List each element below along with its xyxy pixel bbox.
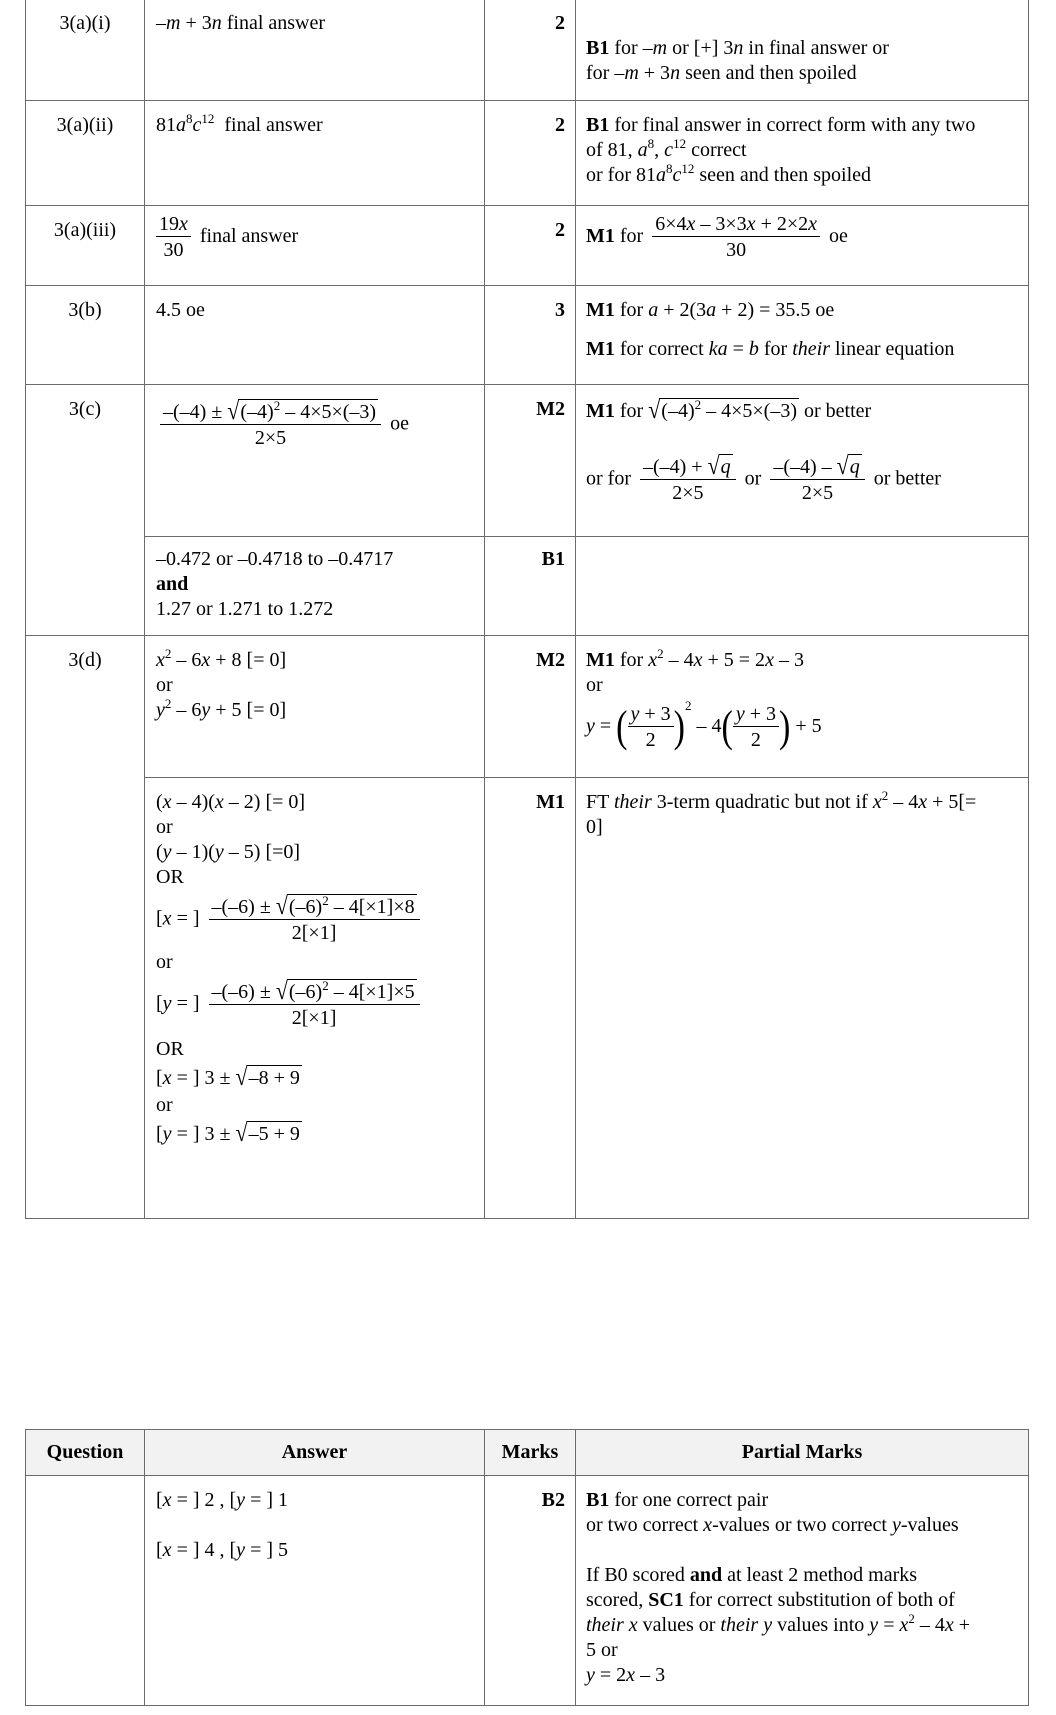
table-row	[26, 0, 1029, 101]
header-partial-marks: Partial Marks	[576, 1430, 1029, 1476]
quadratic-formula: $\frac{-(-4) \pm √(-4)^2 - 4\times 5\times(-3)}{2\times 5}$	[160, 399, 381, 451]
mark-scheme-table-bottom	[25, 1429, 1029, 1706]
answer-cell: $x^2 - 6x + 8$ [= 0] or $y^2 - 6y + 5$ [= 0]	[145, 636, 485, 778]
table-row	[26, 778, 1029, 1219]
partial-marks-cell: B1 for –m or [+] 3n in final answer or for –m + 3n seen and then spoiled	[576, 0, 1029, 101]
marks-cell: 2	[485, 101, 576, 206]
partial-marks-cell: M1 for a + 2(3a + 2) = 35.5 oe M1 for correct ka = b for their linear equation	[576, 286, 1029, 385]
marks-cell: M1	[485, 778, 576, 1219]
question-cell-empty	[26, 1476, 145, 1706]
header-question: Question	[26, 1430, 145, 1476]
partial-marks-cell: B1 for one correct pair or two correct x-values or two correct y-values If B0 scored and at least 2 method marks scored, SC1 for correct substitution of both of their x values or their y values into $y = x^2 - 4x$ + 5 or y = 2x – 3	[576, 1476, 1029, 1706]
answer-cell: –m + 3n final answer	[145, 0, 485, 101]
answer-cell: 4.5 oe	[145, 286, 485, 385]
answer-cell: $\frac{19x}{30}$ final answer	[145, 206, 485, 286]
table-row	[26, 286, 1029, 385]
header-row	[26, 1430, 1029, 1476]
marks-cell: B1	[485, 537, 576, 636]
question-cell: 3(a)(ii)	[26, 101, 145, 206]
table-row	[26, 1476, 1029, 1706]
marks-cell: B2	[485, 1476, 576, 1706]
table-row	[26, 385, 1029, 537]
question-cell: 3(a)(iii)	[26, 206, 145, 286]
partial-marks-cell: M1 for $x^2 - 4x + 5 = 2x - 3$ or y = ( $\frac{y + 3}{2}$ )$^2$ – 4( $\frac{y + 3}{2}$ ) + 5	[576, 636, 1029, 778]
answer-cell: $\frac{-(-4) \pm √(-4)^2 - 4\times 5\times(-3)}{2\times 5}$ oe	[145, 385, 485, 537]
question-cell: 3(d)	[26, 636, 145, 778]
question-cell: 3(a)(i)	[26, 0, 145, 101]
answer-cell: (x – 4)(x – 2) [= 0] or (y – 1)(y – 5) [=0] OR [x = ] $\frac{-(-6) \pm √(-6)^2 - 4[\times 1]\times 8}{2[\times 1]}$ or [y = ] $\frac{-(-6) \pm √(-6)^2 - 4[\times 1]\times 5}{2[\times 1]}$ OR [x = ] 3 ± √–8 + 9 or [y = ] 3 ± √–5 + 9	[145, 778, 485, 1219]
question-cell: 3(b)	[26, 286, 145, 385]
marks-cell: M2	[485, 385, 576, 537]
mark-scheme-table-top	[25, 0, 1029, 1219]
marks-cell: 2	[485, 0, 576, 101]
answer-cell: $81a^8c^{12}$ final answer	[145, 101, 485, 206]
marks-cell: 3	[485, 286, 576, 385]
question-cell-empty	[26, 537, 145, 636]
partial-marks-cell: M1 for $\frac{6\times 4x - 3\times 3x + 2\times 2x}{30}$ oe	[576, 206, 1029, 286]
table-row	[26, 636, 1029, 778]
partial-marks-cell: M1 for $√(-4)^2 - 4\times 5\times(-3)$ or better or for $\frac{-(-4) + √q}{2\times 5}$ or $\frac{-(-4) - √q}{2\times 5}$ or better	[576, 385, 1029, 537]
table-row	[26, 101, 1029, 206]
partial-marks-cell: B1 for final answer in correct form with any two of 81, $a^8$, $c^{12}$ correct or for $81a^8c^{12}$ seen and then spoiled	[576, 101, 1029, 206]
question-cell: 3(c)	[26, 385, 145, 537]
partial-marks-cell: FT their 3-term quadratic but not if $x^2 - 4x + 5[=$ 0]	[576, 778, 1029, 1219]
header-answer: Answer	[145, 1430, 485, 1476]
partial-marks-cell	[576, 537, 1029, 636]
marks-cell: M2	[485, 636, 576, 778]
method-fraction: $\frac{6\times 4x - 3\times 3x + 2\times 2x}{30}$	[652, 212, 820, 263]
answer-fraction: $\frac{19x}{30}$	[156, 212, 191, 263]
answer-cell: [x = ] 2 , [y = ] 1 [x = ] 4 , [y = ] 5	[145, 1476, 485, 1706]
table-row	[26, 206, 1029, 286]
table-row	[26, 537, 1029, 636]
question-cell-empty	[26, 778, 145, 1219]
header-marks: Marks	[485, 1430, 576, 1476]
marks-cell: 2	[485, 206, 576, 286]
answer-cell: –0.472 or –0.4718 to –0.4717 and 1.27 or 1.271 to 1.272	[145, 537, 485, 636]
